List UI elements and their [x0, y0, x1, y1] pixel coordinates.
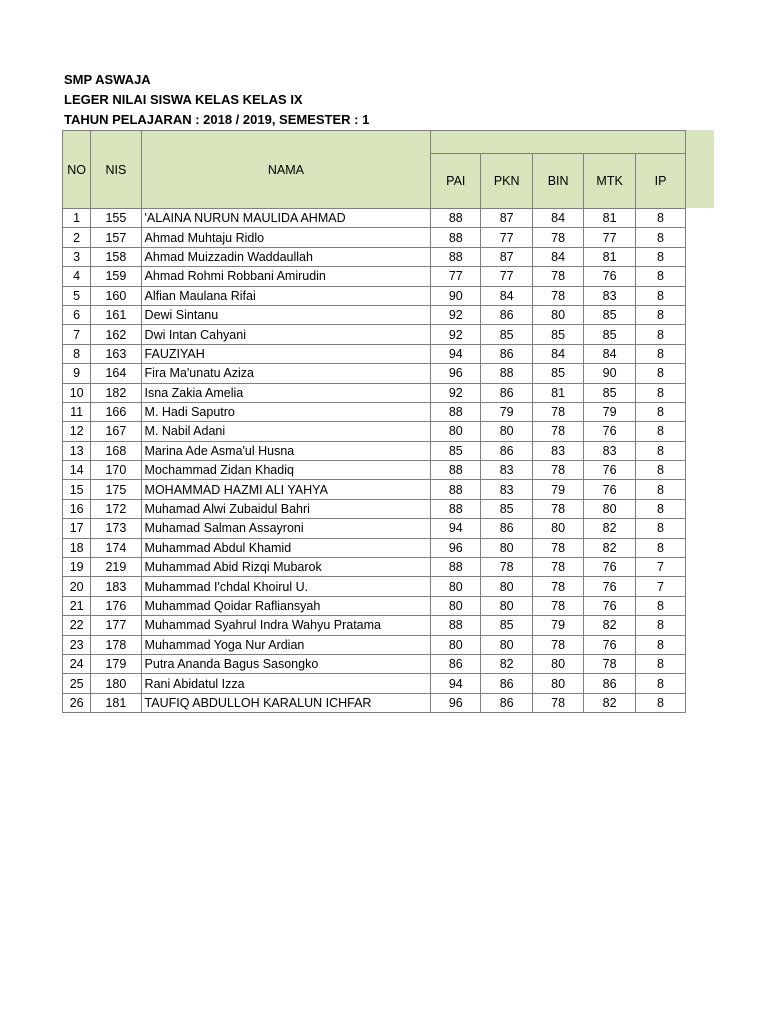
cell-bin: 78 — [533, 402, 584, 421]
cell-mtk: 84 — [584, 344, 636, 363]
cell-pai: 92 — [431, 305, 481, 324]
grades-table-header — [63, 131, 686, 209]
cell-ip: 7 — [636, 577, 686, 596]
cell-nama: Ahmad Muizzadin Waddaullah — [141, 247, 431, 266]
table-row — [63, 499, 686, 518]
cell-bin: 85 — [533, 364, 584, 383]
cell-bin: 78 — [533, 228, 584, 247]
cell-nama: Muhammad Yoga Nur Ardian — [141, 635, 431, 654]
cell-pai: 86 — [431, 654, 481, 673]
cell-bin: 78 — [533, 538, 584, 557]
cell-pai: 94 — [431, 674, 481, 693]
cell-bin: 78 — [533, 422, 584, 441]
cell-mtk: 82 — [584, 519, 636, 538]
cell-mtk: 81 — [584, 247, 636, 266]
cell-no: 22 — [63, 616, 91, 635]
cell-pai: 80 — [431, 577, 481, 596]
table-row — [63, 422, 686, 441]
cell-bin: 84 — [533, 247, 584, 266]
grades-table-viewport — [62, 130, 686, 730]
cell-bin: 78 — [533, 461, 584, 480]
col-header-nama: NAMA — [141, 131, 431, 209]
cell-nama: Putra Ananda Bagus Sasongko — [141, 654, 431, 673]
cell-no: 1 — [63, 209, 91, 228]
cell-pai: 85 — [431, 441, 481, 460]
cell-ip: 8 — [636, 228, 686, 247]
cell-pkn: 79 — [481, 402, 533, 421]
cell-nama: Muhamad Salman Assayroni — [141, 519, 431, 538]
cell-pkn: 80 — [481, 596, 533, 615]
cell-no: 23 — [63, 635, 91, 654]
table-row — [63, 635, 686, 654]
table-row — [63, 538, 686, 557]
table-row — [63, 616, 686, 635]
cell-pai: 94 — [431, 344, 481, 363]
table-row — [63, 693, 686, 712]
cell-mtk: 85 — [584, 383, 636, 402]
cell-ip: 8 — [636, 596, 686, 615]
cell-bin: 78 — [533, 577, 584, 596]
cell-nis: 166 — [91, 402, 141, 421]
table-row — [63, 267, 686, 286]
cell-pkn: 83 — [481, 480, 533, 499]
cell-no: 25 — [63, 674, 91, 693]
cell-pkn: 86 — [481, 441, 533, 460]
cell-mtk: 76 — [584, 422, 636, 441]
cell-ip: 8 — [636, 422, 686, 441]
cell-pkn: 85 — [481, 616, 533, 635]
col-header-nis: NIS — [91, 131, 141, 209]
cell-nis: 173 — [91, 519, 141, 538]
cell-nis: 175 — [91, 480, 141, 499]
cell-pkn: 85 — [481, 499, 533, 518]
cell-no: 11 — [63, 402, 91, 421]
table-row — [63, 461, 686, 480]
cell-ip: 7 — [636, 558, 686, 577]
cell-nis: 162 — [91, 325, 141, 344]
cell-no: 7 — [63, 325, 91, 344]
table-row — [63, 247, 686, 266]
cell-pai: 77 — [431, 267, 481, 286]
cell-pai: 92 — [431, 383, 481, 402]
cell-bin: 84 — [533, 209, 584, 228]
cell-pkn: 80 — [481, 538, 533, 557]
cell-no: 13 — [63, 441, 91, 460]
document-header — [64, 70, 369, 130]
cell-nis: 181 — [91, 693, 141, 712]
cell-nis: 183 — [91, 577, 141, 596]
cell-mtk: 76 — [584, 267, 636, 286]
cell-mtk: 76 — [584, 461, 636, 480]
cell-pkn: 86 — [481, 344, 533, 363]
cell-nama: Isna Zakia Amelia — [141, 383, 431, 402]
academic-year: TAHUN PELAJARAN : 2018 / 2019, SEMESTER : 1 — [64, 112, 370, 127]
cell-ip: 8 — [636, 538, 686, 557]
cell-nama: Rani Abidatul Izza — [141, 674, 431, 693]
cell-mtk: 76 — [584, 480, 636, 499]
cell-nis: 159 — [91, 267, 141, 286]
cell-ip: 8 — [636, 344, 686, 363]
cell-bin: 78 — [533, 635, 584, 654]
cell-bin: 78 — [533, 267, 584, 286]
cell-no: 21 — [63, 596, 91, 615]
cell-mtk: 77 — [584, 228, 636, 247]
cell-pai: 96 — [431, 538, 481, 557]
cell-bin: 78 — [533, 596, 584, 615]
cell-pai: 96 — [431, 693, 481, 712]
cell-pkn: 86 — [481, 383, 533, 402]
table-row — [63, 209, 686, 228]
cell-mtk: 81 — [584, 209, 636, 228]
cell-nama: Fira Ma'unatu Aziza — [141, 364, 431, 383]
cell-mtk: 82 — [584, 616, 636, 635]
col-header-pai: PAI — [431, 154, 481, 209]
cell-no: 19 — [63, 558, 91, 577]
cell-ip: 8 — [636, 267, 686, 286]
grades-table — [62, 130, 686, 713]
cell-pai: 88 — [431, 461, 481, 480]
cell-pkn: 78 — [481, 558, 533, 577]
table-row — [63, 383, 686, 402]
cell-nama: M. Nabil Adani — [141, 422, 431, 441]
cell-pai: 88 — [431, 209, 481, 228]
cell-no: 17 — [63, 519, 91, 538]
cell-mtk: 76 — [584, 577, 636, 596]
cell-no: 18 — [63, 538, 91, 557]
table-row — [63, 654, 686, 673]
cell-bin: 79 — [533, 616, 584, 635]
cell-nis: 167 — [91, 422, 141, 441]
cell-mtk: 85 — [584, 325, 636, 344]
cell-pkn: 80 — [481, 577, 533, 596]
cell-ip: 8 — [636, 519, 686, 538]
subjects-group-header — [431, 131, 686, 154]
cell-pkn: 83 — [481, 461, 533, 480]
cell-ip: 8 — [636, 480, 686, 499]
cell-pai: 88 — [431, 247, 481, 266]
cell-pkn: 86 — [481, 674, 533, 693]
cell-nama: M. Hadi Saputro — [141, 402, 431, 421]
cell-nis: 176 — [91, 596, 141, 615]
cell-ip: 8 — [636, 402, 686, 421]
cell-ip: 8 — [636, 305, 686, 324]
table-row — [63, 325, 686, 344]
cell-nama: FAUZIYAH — [141, 344, 431, 363]
table-row — [63, 577, 686, 596]
cell-no: 3 — [63, 247, 91, 266]
cell-no: 20 — [63, 577, 91, 596]
cell-bin: 80 — [533, 305, 584, 324]
table-row — [63, 364, 686, 383]
cell-nis: 174 — [91, 538, 141, 557]
cell-ip: 8 — [636, 247, 686, 266]
cell-ip: 8 — [636, 286, 686, 305]
cell-bin: 78 — [533, 499, 584, 518]
cell-mtk: 83 — [584, 286, 636, 305]
cell-no: 8 — [63, 344, 91, 363]
cell-bin: 78 — [533, 693, 584, 712]
cell-pai: 80 — [431, 422, 481, 441]
table-row — [63, 596, 686, 615]
header-fill-band — [686, 130, 714, 208]
cell-bin: 80 — [533, 654, 584, 673]
table-row — [63, 441, 686, 460]
cell-nama: Ahmad Muhtaju Ridlo — [141, 228, 431, 247]
cell-pai: 90 — [431, 286, 481, 305]
cell-nis: 160 — [91, 286, 141, 305]
cell-pkn: 84 — [481, 286, 533, 305]
col-header-bin: BIN — [533, 154, 584, 209]
cell-no: 6 — [63, 305, 91, 324]
cell-no: 12 — [63, 422, 91, 441]
cell-nis: 161 — [91, 305, 141, 324]
cell-pkn: 82 — [481, 654, 533, 673]
cell-pkn: 87 — [481, 209, 533, 228]
cell-nis: 219 — [91, 558, 141, 577]
cell-nis: 164 — [91, 364, 141, 383]
cell-no: 9 — [63, 364, 91, 383]
cell-mtk: 76 — [584, 596, 636, 615]
cell-pai: 96 — [431, 364, 481, 383]
cell-mtk: 85 — [584, 305, 636, 324]
cell-pai: 80 — [431, 596, 481, 615]
cell-nama: Muhammad Abid Rizqi Mubarok — [141, 558, 431, 577]
cell-nis: 163 — [91, 344, 141, 363]
cell-nama: 'ALAINA NURUN MAULIDA AHMAD — [141, 209, 431, 228]
cell-nama: Ahmad Rohmi Robbani Amirudin — [141, 267, 431, 286]
cell-mtk: 79 — [584, 402, 636, 421]
cell-ip: 8 — [636, 499, 686, 518]
cell-ip: 8 — [636, 209, 686, 228]
cell-bin: 78 — [533, 286, 584, 305]
cell-pai: 88 — [431, 228, 481, 247]
cell-no: 24 — [63, 654, 91, 673]
cell-nama: Mochammad Zidan Khadiq — [141, 461, 431, 480]
cell-pkn: 88 — [481, 364, 533, 383]
cell-nis: 179 — [91, 654, 141, 673]
cell-bin: 78 — [533, 558, 584, 577]
col-header-no: NO — [63, 131, 91, 209]
cell-pkn: 87 — [481, 247, 533, 266]
cell-mtk: 90 — [584, 364, 636, 383]
cell-pkn: 77 — [481, 267, 533, 286]
school-name: SMP ASWAJA — [64, 72, 151, 87]
cell-mtk: 86 — [584, 674, 636, 693]
cell-pkn: 85 — [481, 325, 533, 344]
cell-ip: 8 — [636, 693, 686, 712]
cell-nama: Muhammad Qoidar Rafliansyah — [141, 596, 431, 615]
col-header-ip: IP — [636, 154, 686, 209]
cell-nama: Alfian Maulana Rifai — [141, 286, 431, 305]
table-row — [63, 286, 686, 305]
cell-nis: 170 — [91, 461, 141, 480]
table-row — [63, 480, 686, 499]
table-row — [63, 402, 686, 421]
cell-bin: 84 — [533, 344, 584, 363]
cell-no: 14 — [63, 461, 91, 480]
cell-no: 4 — [63, 267, 91, 286]
cell-no: 5 — [63, 286, 91, 305]
cell-no: 16 — [63, 499, 91, 518]
cell-pkn: 80 — [481, 635, 533, 654]
col-header-pkn: PKN — [481, 154, 533, 209]
cell-pai: 88 — [431, 480, 481, 499]
cell-nis: 155 — [91, 209, 141, 228]
cell-mtk: 82 — [584, 538, 636, 557]
cell-no: 2 — [63, 228, 91, 247]
cell-pai: 88 — [431, 616, 481, 635]
cell-pai: 88 — [431, 499, 481, 518]
cell-ip: 8 — [636, 654, 686, 673]
cell-nama: Muhammad Abdul Khamid — [141, 538, 431, 557]
cell-pai: 80 — [431, 635, 481, 654]
cell-pai: 88 — [431, 558, 481, 577]
cell-pkn: 86 — [481, 305, 533, 324]
cell-pai: 94 — [431, 519, 481, 538]
cell-no: 10 — [63, 383, 91, 402]
cell-pkn: 80 — [481, 422, 533, 441]
col-header-mtk: MTK — [584, 154, 636, 209]
cell-nama: TAUFIQ ABDULLOH KARALUN ICHFAR — [141, 693, 431, 712]
cell-mtk: 82 — [584, 693, 636, 712]
table-row — [63, 674, 686, 693]
cell-bin: 81 — [533, 383, 584, 402]
cell-ip: 8 — [636, 383, 686, 402]
cell-mtk: 80 — [584, 499, 636, 518]
cell-pai: 88 — [431, 402, 481, 421]
cell-nis: 157 — [91, 228, 141, 247]
cell-mtk: 76 — [584, 635, 636, 654]
table-row — [63, 344, 686, 363]
cell-nis: 180 — [91, 674, 141, 693]
cell-ip: 8 — [636, 325, 686, 344]
cell-nis: 158 — [91, 247, 141, 266]
cell-nama: Muhammad Syahrul Indra Wahyu Pratama — [141, 616, 431, 635]
cell-nama: MOHAMMAD HAZMI ALI YAHYA — [141, 480, 431, 499]
cell-bin: 83 — [533, 441, 584, 460]
cell-no: 26 — [63, 693, 91, 712]
cell-mtk: 83 — [584, 441, 636, 460]
cell-nis: 178 — [91, 635, 141, 654]
cell-ip: 8 — [636, 461, 686, 480]
cell-nis: 172 — [91, 499, 141, 518]
cell-ip: 8 — [636, 635, 686, 654]
table-row — [63, 228, 686, 247]
grades-table-body — [63, 209, 686, 713]
cell-ip: 8 — [636, 441, 686, 460]
table-row — [63, 558, 686, 577]
cell-nama: Muhamad Alwi Zubaidul Bahri — [141, 499, 431, 518]
cell-bin: 80 — [533, 519, 584, 538]
cell-mtk: 76 — [584, 558, 636, 577]
cell-ip: 8 — [636, 616, 686, 635]
cell-ip: 8 — [636, 364, 686, 383]
cell-bin: 79 — [533, 480, 584, 499]
cell-bin: 85 — [533, 325, 584, 344]
cell-nama: Dwi Intan Cahyani — [141, 325, 431, 344]
cell-nis: 177 — [91, 616, 141, 635]
cell-nama: Muhammad I'chdal Khoirul U. — [141, 577, 431, 596]
table-row — [63, 519, 686, 538]
cell-mtk: 78 — [584, 654, 636, 673]
table-row — [63, 305, 686, 324]
cell-nis: 168 — [91, 441, 141, 460]
cell-nis: 182 — [91, 383, 141, 402]
cell-pkn: 86 — [481, 693, 533, 712]
cell-ip: 8 — [636, 674, 686, 693]
cell-nama: Marina Ade Asma'ul Husna — [141, 441, 431, 460]
cell-pkn: 77 — [481, 228, 533, 247]
cell-no: 15 — [63, 480, 91, 499]
document-title: LEGER NILAI SISWA KELAS KELAS IX — [64, 92, 303, 107]
cell-pkn: 86 — [481, 519, 533, 538]
cell-nama: Dewi Sintanu — [141, 305, 431, 324]
cell-pai: 92 — [431, 325, 481, 344]
cell-bin: 80 — [533, 674, 584, 693]
